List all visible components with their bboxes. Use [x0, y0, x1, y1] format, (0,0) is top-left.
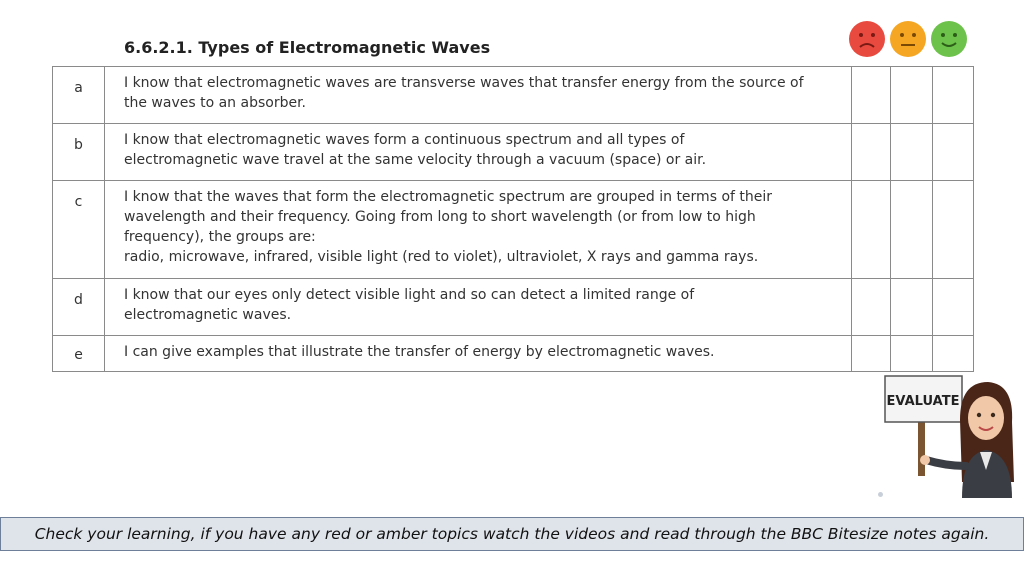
rating-cell-amber[interactable]: [891, 181, 933, 279]
statement-line: I know that the waves that form the electromagnetic spectrum are grouped in terms of their: [124, 189, 773, 205]
row-letter: b: [53, 124, 105, 181]
statement-line: electromagnetic wave travel at the same velocity through a vacuum (space) or air.: [124, 152, 707, 168]
table-row: [53, 279, 974, 336]
table-row: [53, 67, 974, 124]
rating-cell-red[interactable]: [852, 124, 891, 181]
decorative-dot: [878, 492, 883, 497]
rating-cell-amber[interactable]: [891, 67, 933, 124]
statement-line: I know that electromagnetic waves are transverse waves that transfer energy from the source of: [124, 75, 804, 91]
rating-cell-green[interactable]: [933, 279, 974, 336]
neutral-face-icon: [889, 20, 927, 58]
row-statement: [105, 279, 852, 336]
rating-cell-red[interactable]: [852, 336, 891, 372]
criteria-table: [52, 66, 974, 372]
rating-cell-amber[interactable]: [891, 124, 933, 181]
table-row: [53, 336, 974, 372]
happy-face-icon: [930, 20, 968, 58]
table-row: [53, 124, 974, 181]
statement-line: frequency), the groups are:: [124, 229, 316, 245]
rating-cell-red[interactable]: [852, 279, 891, 336]
footer-banner: Check your learning, if you have any red or amber topics watch the videos and read through the BBC Bitesize notes again.: [0, 517, 1024, 551]
statement-line: electromagnetic waves.: [124, 307, 292, 323]
statement-line: wavelength and their frequency. Going from long to short wavelength (or from low to high: [124, 209, 756, 225]
rating-cell-green[interactable]: [933, 67, 974, 124]
statement-line: I know that electromagnetic waves form a continuous spectrum and all types of: [124, 132, 685, 148]
row-letter: c: [53, 181, 105, 279]
table-row: [53, 181, 974, 279]
rating-cell-green[interactable]: [933, 124, 974, 181]
rating-cell-amber[interactable]: [891, 336, 933, 372]
rating-cell-red[interactable]: [852, 181, 891, 279]
row-letter: e: [53, 336, 105, 372]
evaluate-character-illustration: [880, 370, 1020, 502]
rating-cell-green[interactable]: [933, 336, 974, 372]
character-face: [968, 396, 1004, 440]
row-statement: [105, 124, 852, 181]
traffic-light-faces: [848, 20, 968, 58]
row-letter: d: [53, 279, 105, 336]
row-letter: a: [53, 67, 105, 124]
row-statement: [105, 181, 852, 279]
statement-line: I know that our eyes only detect visible light and so can detect a limited range of: [124, 287, 695, 303]
statement-line: the waves to an absorber.: [124, 95, 307, 111]
sad-face-icon: [848, 20, 886, 58]
statement-line: I can give examples that illustrate the transfer of energy by electromagnetic waves.: [124, 344, 715, 360]
row-statement: [105, 67, 852, 124]
rating-cell-amber[interactable]: [891, 279, 933, 336]
sign-text: EVALUATE: [886, 394, 960, 409]
page-title: 6.6.2.1. Types of Electromagnetic Waves: [124, 38, 491, 57]
row-statement: [105, 336, 852, 372]
rating-cell-green[interactable]: [933, 181, 974, 279]
statement-line: radio, microwave, infrared, visible light (red to violet), ultraviolet, X rays and gamma rays.: [124, 249, 759, 265]
rating-cell-red[interactable]: [852, 67, 891, 124]
